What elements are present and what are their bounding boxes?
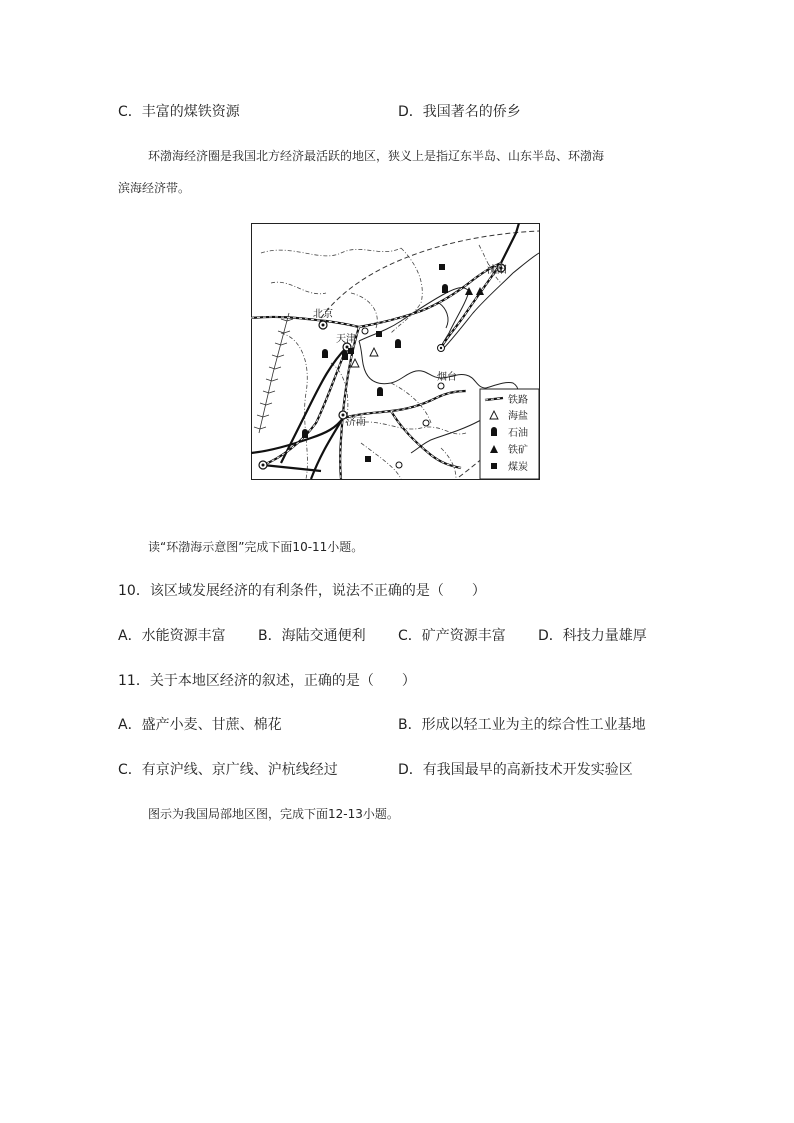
option-c-prev: C．丰富的煤铁资源: [118, 104, 240, 120]
q11-option-d: D．有我国最早的高新技术开发实验区: [398, 762, 633, 778]
label-yantai: 烟台: [437, 372, 457, 383]
oil-symbol: [442, 284, 448, 293]
legend-sea-salt: 海盐: [508, 411, 528, 422]
legend-coal-icon: [491, 463, 497, 469]
oil-symbol: [322, 349, 328, 358]
coal-symbol: [365, 456, 371, 462]
oil-symbol: [377, 387, 383, 396]
q11-option-c: C．有京沪线、京广线、沪杭线经过: [118, 762, 338, 778]
oil-symbol: [395, 339, 401, 348]
legend-oil: 石油: [508, 428, 528, 439]
q10-stem: 10．该区域发展经济的有利条件，说法不正确的是（ ）: [118, 583, 486, 599]
label-shenyang: 沈阳: [487, 265, 507, 276]
legend-iron: 铁矿: [508, 445, 528, 456]
label-tianjin: 天津: [336, 334, 356, 345]
q11-option-b: B．形成以轻工业为主的综合性工业基地: [398, 717, 646, 733]
intro-line-2: 滨海经济带。: [118, 181, 191, 195]
legend-oil-icon: [491, 427, 497, 436]
q10-option-a: A．水能资源丰富: [118, 628, 226, 644]
q10-option-c: C．矿产资源丰富: [398, 628, 506, 644]
next-instruction: 图示为我国局部地区图，完成下面12-13小题。: [148, 807, 399, 821]
qingdao-marker: [423, 420, 429, 426]
yantai-marker: [438, 383, 444, 389]
coal-symbol: [439, 264, 445, 270]
map-legend: [480, 389, 539, 479]
option-d-prev: D．我国著名的侨乡: [398, 104, 521, 120]
oil-symbol: [342, 351, 348, 360]
city-marker-south: [396, 462, 402, 468]
legend-coal: 煤炭: [508, 462, 528, 473]
label-beijing: 北京: [313, 309, 333, 320]
legend-railway: 铁路: [508, 395, 528, 406]
q10-option-b: B．海陆交通便利: [258, 628, 366, 644]
tangshan-marker: [362, 328, 368, 334]
bohai-map-svg: [251, 223, 540, 480]
oil-symbol: [302, 429, 308, 438]
bohai-map: [251, 223, 540, 480]
q11-option-a: A．盛产小麦、甘蔗、棉花: [118, 717, 282, 733]
label-jinan: 济南: [346, 417, 366, 428]
coal-symbol: [376, 331, 382, 337]
intro-line-1: 环渤海经济圈是我国北方经济最活跃的地区，狭义上是指辽东半岛、山东半岛、环渤海: [148, 149, 605, 163]
coal-symbol: [348, 348, 354, 354]
q10-option-d: D．科技力量雄厚: [538, 628, 647, 644]
read-instruction: 读“环渤海示意图”完成下面10-11小题。: [148, 540, 364, 554]
q11-stem: 11．关于本地区经济的叙述，正确的是（ ）: [118, 673, 416, 689]
